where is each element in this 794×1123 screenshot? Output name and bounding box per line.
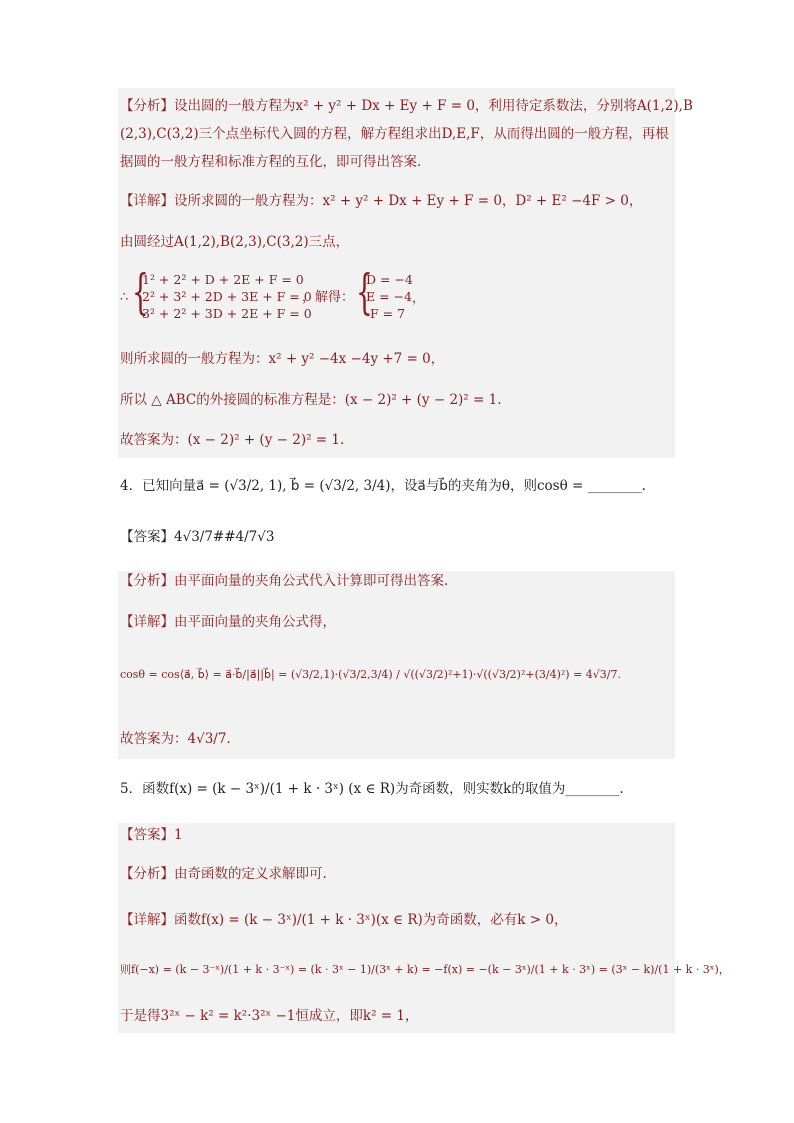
analysis-line-3: 据圆的一般方程和标准方程的互化，即可得出答案.	[120, 154, 422, 170]
detail-4-line-1	[120, 612, 336, 632]
analysis-text-1: 设出圆的一般方程为x² + y² + Dx + Ey + F = 0，利用待定系数法，分别将A(1,2),B	[174, 98, 693, 114]
cos-formula: cosθ = cos⟨a⃗, b⃗⟩ = a⃗·b⃗/|a⃗||b⃗| = (√3/2,1)·(√3/2,3/4) / √((√3/2)²+1)·√((√3/2)²+(3/4)²) = 4√3/7.	[120, 668, 621, 681]
analysis-line-2: (2,3),C(3,2)三个点坐标代入圆的方程，解方程组求出D,E,F，从而得出圆的一般方程，再根	[120, 126, 669, 142]
detail-5-line-1	[120, 910, 567, 930]
analysis-tag: 【分析】	[120, 866, 174, 882]
detail-line-1	[120, 191, 642, 211]
detail-line-3: 则所求圆的一般方程为：x² + y² −4x −4y +7 = 0，	[120, 351, 445, 367]
analysis-4-text: 由平面向量的夹角公式代入计算即可得出答案.	[174, 573, 449, 589]
therefore-symbol: ∴	[120, 290, 129, 305]
detail-4-text-1: 由平面向量的夹角公式得，	[174, 614, 336, 630]
answer-5-line	[120, 825, 183, 845]
system-eq-3: 3² + 2² + 3D + 2E + F = 0	[142, 306, 312, 321]
detail-5-text-1: 函数f(x) = (k − 3ˣ)/(1 + k · 3ˣ)(x ∈ R)为奇函数，必有k > 0，	[174, 912, 568, 928]
analysis-5-text: 由奇函数的定义求解即可.	[174, 866, 327, 882]
solution-end: ，	[412, 290, 425, 305]
detail-5-line-3: 于是得3²ˣ − k² = k²·3²ˣ −1恒成立，即k² = 1，	[120, 1008, 419, 1024]
solution-1: D = −4	[366, 272, 413, 287]
left-brace-system: {	[132, 264, 149, 320]
answer-4-value: 4√3/7##4/7√3	[174, 529, 275, 545]
question-5-stem: 5．函数f(x) = (k − 3ˣ)/(1 + k · 3ˣ) (x ∈ R)为奇函数，则实数k的取值为________.	[120, 781, 624, 797]
analysis-4-line	[120, 571, 448, 591]
analysis-tag: 【分析】	[120, 98, 174, 114]
solution-2: E = −4	[366, 289, 412, 304]
answer-tag: 【答案】	[120, 827, 174, 843]
solve-text: ，解得：	[302, 290, 355, 305]
final-answer-4: 故答案为：4√3/7.	[120, 731, 231, 747]
system-eq-2: 2² + 3² + 2D + 3E + F = 0	[142, 289, 312, 304]
detail-line-4: 所以 △ ABC的外接圆的标准方程是：(x − 2)² + (y − 2)² = 1.	[120, 392, 502, 408]
answer-5-value: 1	[174, 827, 183, 843]
answer-tag: 【答案】	[120, 529, 174, 545]
question-4-stem: 4．已知向量a⃗ = (√3/2, 1), b⃗ = (√3/2, 3/4)，设a⃗与b⃗的夹角为θ，则cosθ = ________.	[120, 478, 646, 494]
detail-text-1: 设所求圆的一般方程为：x² + y² + Dx + Ey + F = 0，D² + E² −4F > 0，	[174, 193, 643, 209]
detail-tag: 【详解】	[120, 614, 174, 630]
detail-tag: 【详解】	[120, 193, 174, 209]
left-brace-solution: {	[356, 264, 373, 320]
detail-line-2: 由圆经过A(1,2),B(2,3),C(3,2)三点，	[120, 234, 350, 250]
detail-tag: 【详解】	[120, 912, 174, 928]
solution-3: F = 7	[370, 306, 406, 321]
answer-4-line	[120, 527, 274, 547]
analysis-line-1	[120, 96, 693, 116]
analysis-tag: 【分析】	[120, 573, 174, 589]
detail-5-line-2: 则f(−x) = (k − 3⁻ˣ)/(1 + k · 3⁻ˣ) = (k · 3ˣ − 1)/(3ˣ + k) = −f(x) = −(k − 3ˣ)/(1 + k · 3ˣ) = (3ˣ − k)/(1 + k · 3ˣ)，	[120, 963, 730, 976]
detail-line-5: 故答案为：(x − 2)² + (y − 2)² = 1.	[120, 432, 345, 448]
system-eq-1: 1² + 2² + D + 2E + F = 0	[142, 272, 304, 287]
analysis-5-line	[120, 864, 327, 884]
